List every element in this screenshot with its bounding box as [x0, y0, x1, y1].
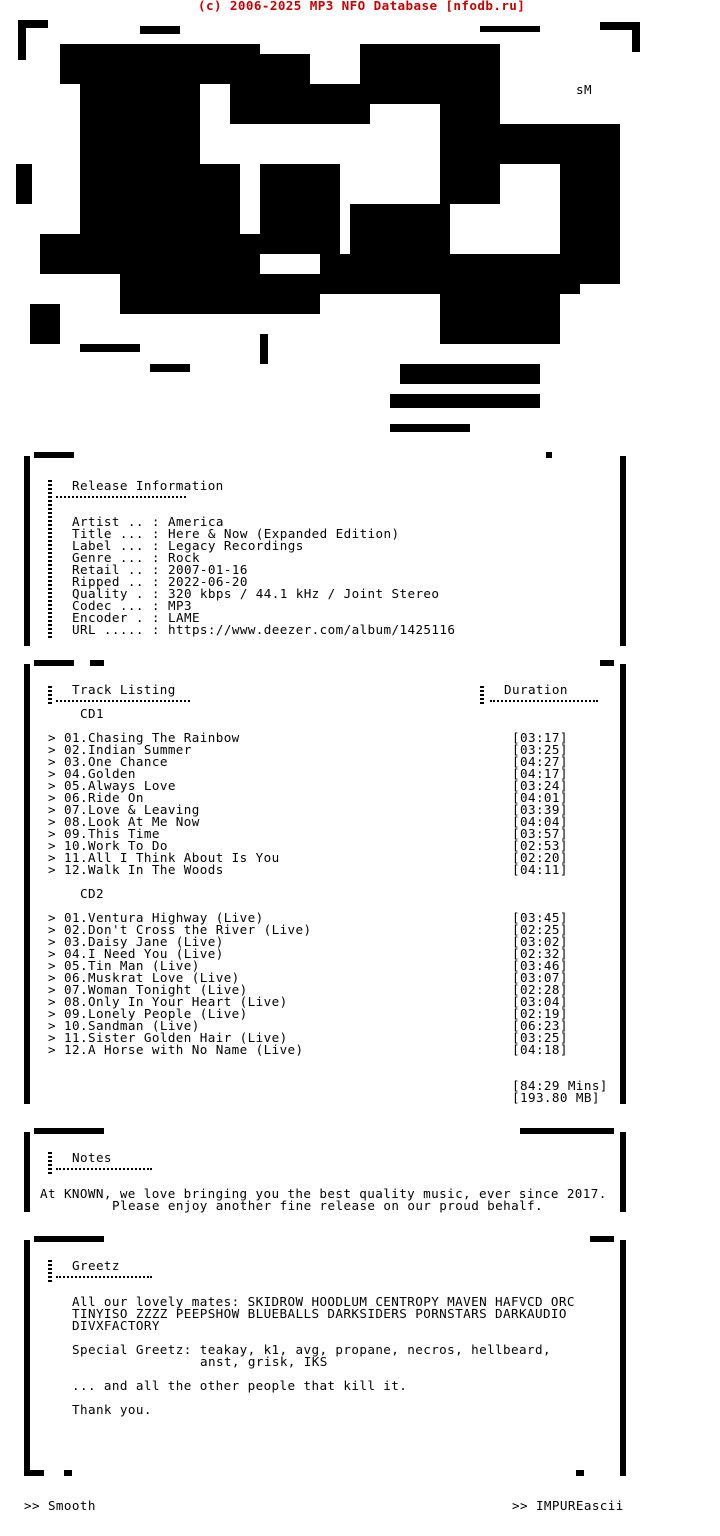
copyright-line: (c) 2006-2025 MP3 NFO Database [nfodb.ru] — [198, 0, 526, 13]
release-row-value: MP3 — [168, 598, 192, 613]
track-arrow-icon: > — [48, 850, 56, 865]
track-arrow-icon: > — [48, 862, 56, 877]
track-duration: [03:25] — [512, 1030, 568, 1045]
notes-heading: Notes — [72, 1150, 112, 1165]
release-row-label: URL ..... : — [72, 622, 160, 637]
footer-right: >> IMPUREascii — [512, 1498, 624, 1513]
track-duration: [03:57] — [512, 826, 568, 841]
track-duration: [03:25] — [512, 742, 568, 757]
greetz-thanks: Thank you. — [72, 1402, 152, 1417]
greetz-mates-2: TINYISO ZZZZ PEEPSHOW BLUEBALLS DARKSIDERS PORNSTARS DARKAUDIO — [72, 1306, 567, 1321]
track-title: All I Think About Is You — [88, 850, 280, 865]
track-title: Ride On — [88, 790, 144, 805]
track-arrow-icon: > — [48, 730, 56, 745]
track-arrow-icon: > — [48, 934, 56, 949]
track-number: 02. — [64, 742, 88, 757]
track-number: 09. — [64, 1006, 88, 1021]
notes-line-2: Please enjoy another fine release on our proud behalf. — [112, 1198, 544, 1213]
track-duration: [02:19] — [512, 1006, 568, 1021]
release-row-value: Rock — [168, 550, 200, 565]
track-arrow-icon: > — [48, 1030, 56, 1045]
greetz-others: ... and all the other people that kill it. — [72, 1378, 408, 1393]
release-row-label: Encoder . : — [72, 610, 160, 625]
release-row-label: Retail .. : — [72, 562, 160, 577]
track-number: 03. — [64, 754, 88, 769]
track-arrow-icon: > — [48, 910, 56, 925]
track-title: Sandman (Live) — [88, 1018, 200, 1033]
track-arrow-icon: > — [48, 922, 56, 937]
release-row-label: Codec ... : — [72, 598, 160, 613]
track-title: Golden — [88, 766, 136, 781]
track-arrow-icon: > — [48, 742, 56, 757]
track-duration: [03:17] — [512, 730, 568, 745]
release-row-label: Label ... : — [72, 538, 160, 553]
cd1-label: CD1 — [80, 706, 104, 721]
track-duration: [03:07] — [512, 970, 568, 985]
track-arrow-icon: > — [48, 1018, 56, 1033]
track-number: 04. — [64, 946, 88, 961]
cd2-label: CD2 — [80, 886, 104, 901]
track-title: Look At Me Now — [88, 814, 200, 829]
total-time: [84:29 Mins] — [512, 1078, 608, 1093]
track-duration: [02:28] — [512, 982, 568, 997]
track-number: 04. — [64, 766, 88, 781]
track-number: 01. — [64, 730, 88, 745]
track-number: 01. — [64, 910, 88, 925]
track-number: 02. — [64, 922, 88, 937]
track-number: 10. — [64, 1018, 88, 1033]
track-duration: [03:39] — [512, 802, 568, 817]
track-number: 07. — [64, 982, 88, 997]
track-duration: [04:11] — [512, 862, 568, 877]
track-duration: [04:17] — [512, 766, 568, 781]
track-number: 11. — [64, 850, 88, 865]
release-row-label: Artist .. : — [72, 514, 160, 529]
track-title: Always Love — [88, 778, 176, 793]
track-number: 03. — [64, 934, 88, 949]
track-title: A Horse with No Name (Live) — [88, 1042, 304, 1057]
track-number: 06. — [64, 790, 88, 805]
track-arrow-icon: > — [48, 814, 56, 829]
track-title: Daisy Jane (Live) — [88, 934, 224, 949]
track-duration: [03:45] — [512, 910, 568, 925]
track-title: Work To Do — [88, 838, 168, 853]
track-heading: Track Listing — [72, 682, 176, 697]
release-row-value: 2007-01-16 — [168, 562, 248, 577]
track-duration: [04:04] — [512, 814, 568, 829]
track-duration: [02:20] — [512, 850, 568, 865]
track-arrow-icon: > — [48, 766, 56, 781]
track-number: 11. — [64, 1030, 88, 1045]
track-arrow-icon: > — [48, 946, 56, 961]
track-number: 07. — [64, 802, 88, 817]
release-row-label: Genre ... : — [72, 550, 160, 565]
track-duration: [03:24] — [512, 778, 568, 793]
track-arrow-icon: > — [48, 1042, 56, 1057]
track-number: 09. — [64, 826, 88, 841]
release-row-value: America — [168, 514, 224, 529]
track-title: This Time — [88, 826, 160, 841]
track-title: Woman Tonight (Live) — [88, 982, 248, 997]
track-duration: [02:32] — [512, 946, 568, 961]
track-arrow-icon: > — [48, 790, 56, 805]
track-title: Sister Golden Hair (Live) — [88, 1030, 288, 1045]
greetz-mates-1: All our lovely mates: SKIDROW HOODLUM CENTROPY MAVEN HAFVCD ORC — [72, 1294, 575, 1309]
track-number: 06. — [64, 970, 88, 985]
track-title: Walk In The Woods — [88, 862, 224, 877]
track-title: Love & Leaving — [88, 802, 200, 817]
track-title: One Chance — [88, 754, 168, 769]
track-title: Lonely People (Live) — [88, 1006, 248, 1021]
track-number: 08. — [64, 994, 88, 1009]
track-arrow-icon: > — [48, 970, 56, 985]
track-arrow-icon: > — [48, 826, 56, 841]
track-duration: [03:46] — [512, 958, 568, 973]
track-number: 12. — [64, 862, 88, 877]
track-title: Indian Summer — [88, 742, 192, 757]
track-title: Chasing The Rainbow — [88, 730, 240, 745]
greetz-heading: Greetz — [72, 1258, 120, 1273]
release-row-value: Here & Now (Expanded Edition) — [168, 526, 400, 541]
track-number: 05. — [64, 778, 88, 793]
greetz-mates-3: DIVXFACTORY — [72, 1318, 160, 1333]
release-heading: Release Information — [72, 478, 224, 493]
track-number: 10. — [64, 838, 88, 853]
track-title: Tin Man (Live) — [88, 958, 200, 973]
duration-heading: Duration — [504, 682, 568, 697]
track-title: Ventura Highway (Live) — [88, 910, 264, 925]
track-arrow-icon: > — [48, 802, 56, 817]
track-arrow-icon: > — [48, 838, 56, 853]
track-duration: [03:02] — [512, 934, 568, 949]
release-row-value: https://www.deezer.com/album/1425116 — [168, 622, 456, 637]
track-duration: [04:01] — [512, 790, 568, 805]
footer-left: >> Smooth — [24, 1498, 96, 1513]
track-duration: [04:18] — [512, 1042, 568, 1057]
track-arrow-icon: > — [48, 754, 56, 769]
release-row-value: Legacy Recordings — [168, 538, 304, 553]
release-row-label: Quality . : — [72, 586, 160, 601]
release-row-label: Title ... : — [72, 526, 160, 541]
ascii-logo — [0, 14, 720, 444]
track-duration: [02:53] — [512, 838, 568, 853]
track-duration: [04:27] — [512, 754, 568, 769]
track-title: Don't Cross the River (Live) — [88, 922, 312, 937]
track-number: 12. — [64, 1042, 88, 1057]
track-arrow-icon: > — [48, 994, 56, 1009]
track-arrow-icon: > — [48, 958, 56, 973]
track-arrow-icon: > — [48, 1006, 56, 1021]
track-number: 08. — [64, 814, 88, 829]
total-size: [193.80 MB] — [512, 1090, 600, 1105]
notes-line-1: At KNOWN, we love bringing you the best quality music, ever since 2017. — [40, 1186, 607, 1201]
track-duration: [06:23] — [512, 1018, 568, 1033]
track-title: Muskrat Love (Live) — [88, 970, 240, 985]
track-title: I Need You (Live) — [88, 946, 224, 961]
track-duration: [02:25] — [512, 922, 568, 937]
track-arrow-icon: > — [48, 778, 56, 793]
release-row-value: 320 kbps / 44.1 kHz / Joint Stereo — [168, 586, 440, 601]
greetz-special-1: Special Greetz: teakay, k1, avg, propane, necros, hellbeard, — [72, 1342, 551, 1357]
logo-signature: sM — [576, 82, 592, 97]
release-row-value: 2022-06-20 — [168, 574, 248, 589]
track-number: 05. — [64, 958, 88, 973]
release-row-label: Ripped .. : — [72, 574, 160, 589]
release-row-value: LAME — [168, 610, 200, 625]
track-duration: [03:04] — [512, 994, 568, 1009]
track-title: Only In Your Heart (Live) — [88, 994, 288, 1009]
track-arrow-icon: > — [48, 982, 56, 997]
greetz-special-2: anst, grisk, IKS — [200, 1354, 328, 1369]
